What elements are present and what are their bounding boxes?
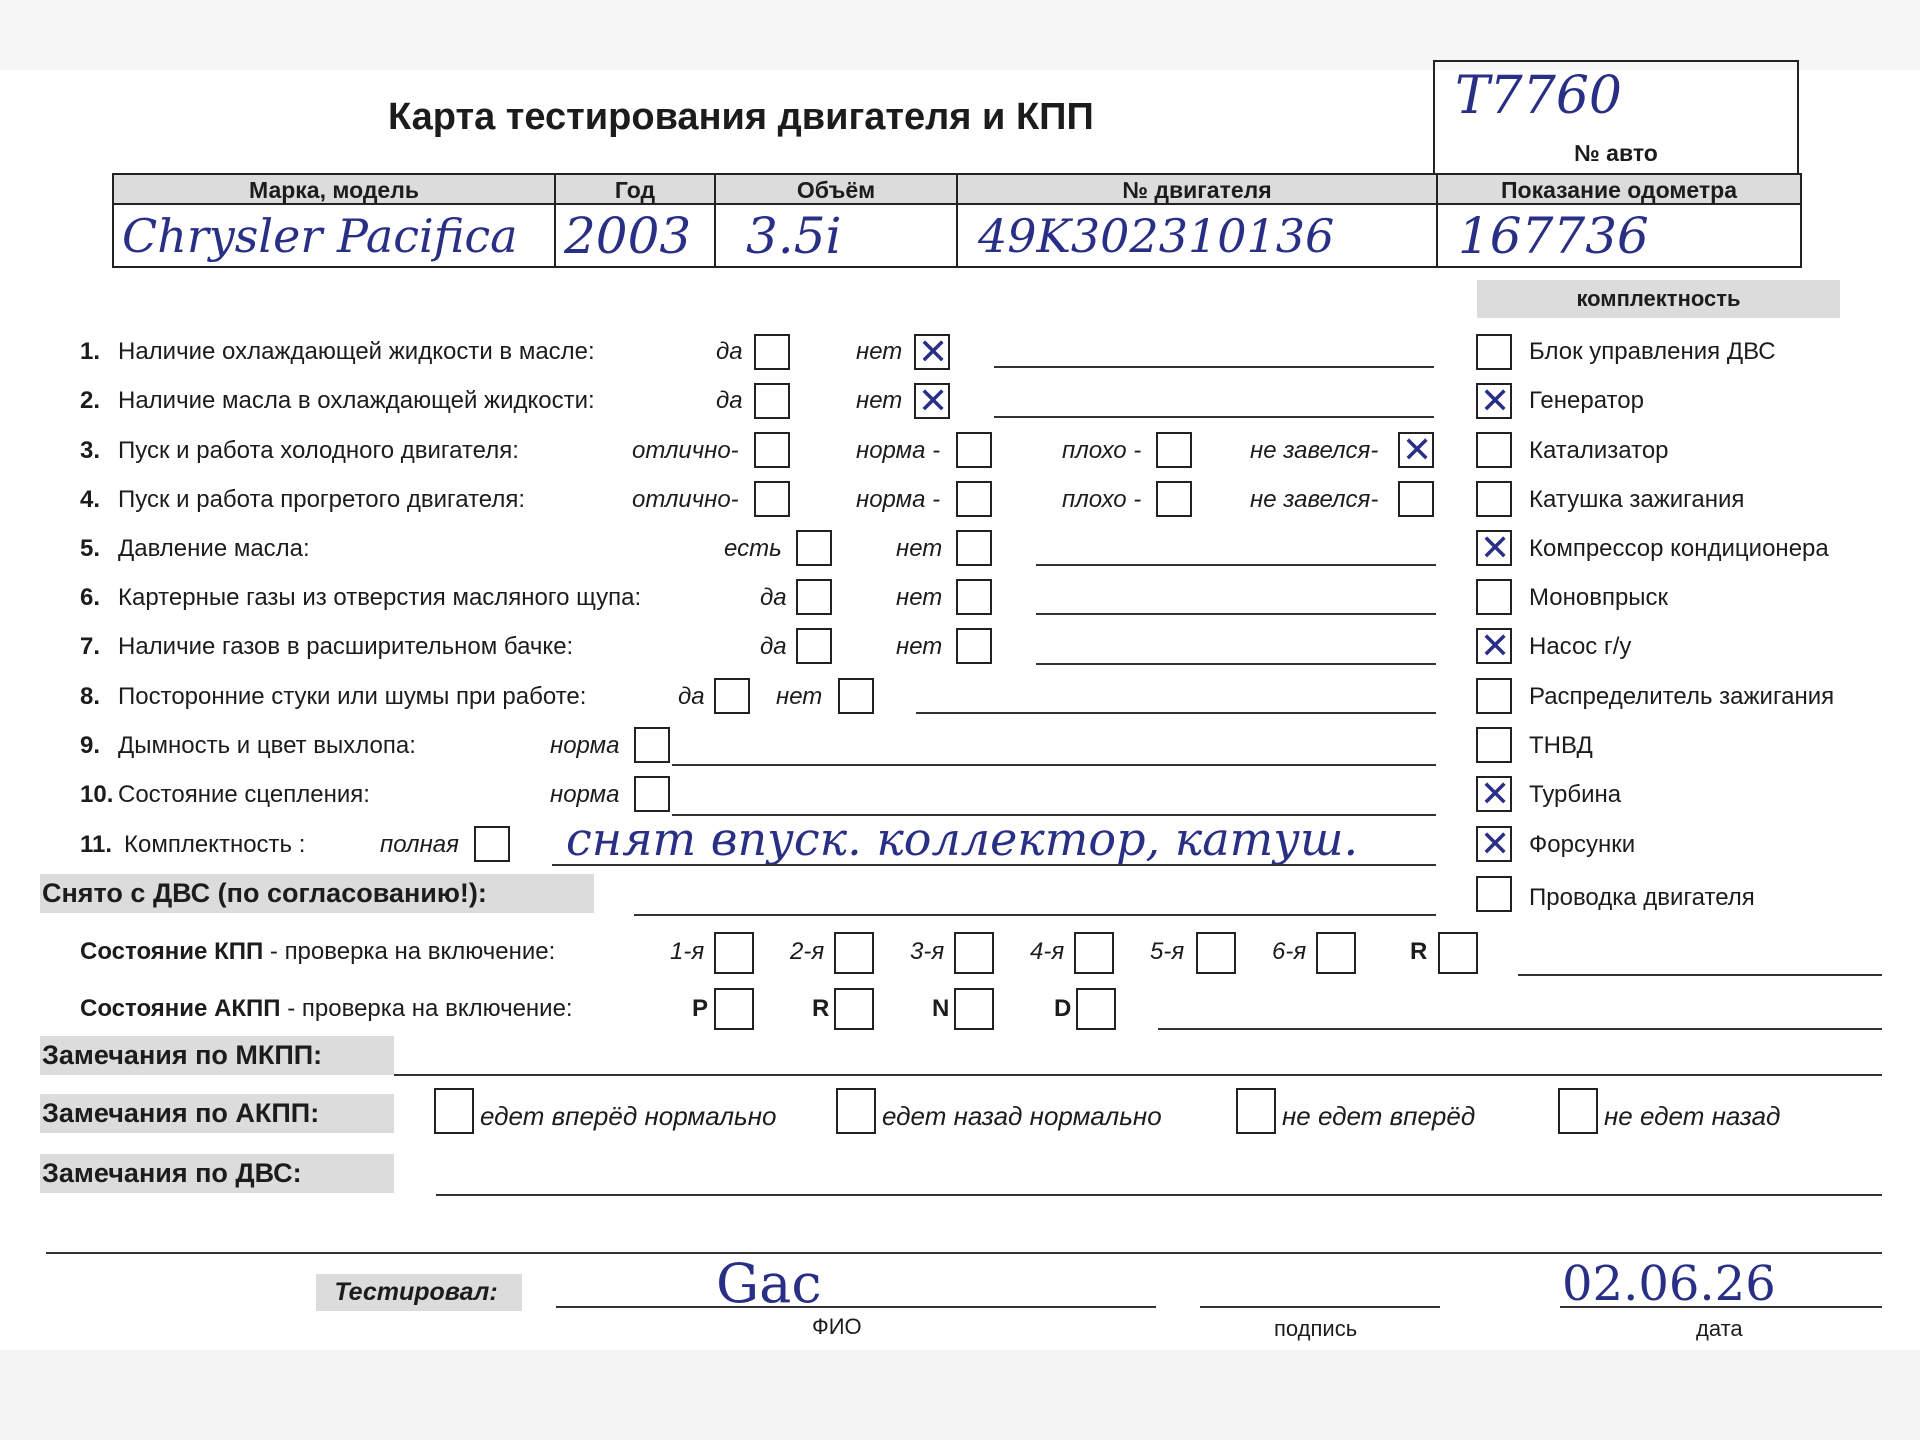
option-checkbox[interactable] — [714, 678, 750, 714]
year-value: 2003 — [564, 207, 692, 265]
option-checkbox[interactable] — [754, 481, 790, 517]
answer-line — [1036, 613, 1436, 615]
make-model-label: Марка, модель — [114, 175, 554, 205]
question-number: 11. — [80, 831, 113, 858]
remark-option-label: не едет назад — [1604, 1101, 1781, 1131]
option-label: да — [760, 584, 787, 611]
gear-label: 1-я — [670, 938, 705, 965]
volume-value: 3.5i — [746, 207, 842, 265]
completeness-item-label: Турбина — [1529, 781, 1622, 808]
date-caption: дата — [1696, 1316, 1743, 1341]
answer-line — [916, 712, 1436, 714]
option-checkbox[interactable] — [634, 776, 670, 812]
remarks-akpp-label: Замечания по АКПП: — [40, 1094, 394, 1133]
question-text: Посторонние стуки или шумы при работе: — [118, 683, 587, 710]
odometer-label: Показание одометра — [1438, 175, 1800, 205]
option-checkbox[interactable] — [796, 579, 832, 615]
question-text: Пуск и работа холодного двигателя: — [118, 437, 519, 464]
question-text: Пуск и работа прогретого двигателя: — [118, 486, 526, 513]
completeness-checkbox[interactable] — [1476, 481, 1512, 517]
option-label: да — [716, 387, 743, 414]
answer-line — [672, 764, 1436, 766]
option-checkbox[interactable] — [796, 530, 832, 566]
completeness-checkbox[interactable] — [1476, 678, 1512, 714]
option-label: нет — [896, 633, 943, 660]
completeness-item-label: Компрессор кондиционера — [1529, 535, 1829, 562]
option-checkbox-checked[interactable] — [1398, 432, 1434, 468]
option-label: не завелся- — [1250, 486, 1379, 513]
akpp-label-bold: Состояние АКПП — [80, 995, 281, 1022]
question-number: 5. — [80, 535, 101, 562]
question-number: 1. — [80, 338, 101, 365]
gear-checkbox[interactable] — [714, 932, 754, 974]
question-number: 8. — [80, 683, 101, 710]
date-handwritten: 02.06.26 — [1562, 1256, 1776, 1312]
answer-line — [1036, 564, 1436, 566]
year-label: Год — [556, 175, 714, 205]
remark-checkbox[interactable] — [434, 1088, 474, 1134]
signature-caption: подпись — [1274, 1316, 1358, 1341]
kpp-label — [80, 938, 555, 966]
make-model-value: Chrysler Pacifica — [122, 209, 518, 263]
option-checkbox-checked[interactable] — [914, 383, 950, 419]
remark-option-label: не едет вперёд — [1282, 1101, 1476, 1131]
removed-line — [634, 914, 1436, 916]
odometer-value: 167736 — [1458, 207, 1649, 265]
make-model-cell — [114, 175, 556, 266]
remark-option-label: едет назад нормально — [882, 1101, 1162, 1131]
gear-label: 3-я — [910, 938, 945, 965]
question-text: Давление масла: — [118, 535, 310, 562]
completeness-item-label: Блок управления ДВС — [1529, 338, 1776, 365]
auto-number-value: T7760 — [1455, 66, 1623, 126]
option-checkbox[interactable] — [754, 334, 790, 370]
akpp-label-rest: - проверка на включение: — [280, 995, 573, 1022]
option-label: плохо - — [1062, 486, 1142, 513]
gear-label: 6-я — [1272, 938, 1307, 965]
option-checkbox[interactable] — [956, 530, 992, 566]
option-label: норма — [550, 781, 620, 808]
option-label: отлично- — [632, 486, 739, 513]
remarks-mkpp-line — [394, 1074, 1882, 1076]
option-label: плохо - — [1062, 437, 1142, 464]
engine-number-cell — [958, 175, 1438, 266]
option-label: нет — [896, 535, 943, 562]
option-label: нет — [856, 387, 903, 414]
question-text: Дымность и цвет выхлопа: — [118, 732, 416, 759]
answer-line — [552, 864, 1436, 866]
remark-checkbox[interactable] — [836, 1088, 876, 1134]
odometer-cell — [1438, 175, 1800, 266]
scan-shade-bottom — [0, 1350, 1920, 1440]
gear-checkbox[interactable] — [954, 932, 994, 974]
answer-line — [1036, 663, 1436, 665]
completeness-checkbox[interactable] — [1476, 334, 1512, 370]
question-number: 7. — [80, 633, 101, 660]
option-checkbox[interactable] — [838, 678, 874, 714]
mode-label: P — [692, 995, 709, 1022]
completeness-item-label: Насос г/у — [1529, 633, 1632, 660]
option-checkbox[interactable] — [956, 432, 992, 468]
option-label: норма — [550, 732, 620, 759]
option-label: да — [760, 633, 787, 660]
option-label: отлично- — [632, 437, 739, 464]
option-checkbox[interactable] — [754, 432, 790, 468]
option-checkbox[interactable] — [474, 826, 510, 862]
mode-checkbox[interactable] — [714, 988, 754, 1030]
remarks-dvs-line-2 — [46, 1252, 1882, 1254]
kpp-label-rest: - проверка на включение: — [263, 938, 556, 965]
completeness-checkbox[interactable] — [1476, 876, 1512, 912]
question-text: Наличие газов в расширительном бачке: — [118, 633, 574, 660]
gear-checkbox[interactable] — [1316, 932, 1356, 974]
completeness-item-label: ТНВД — [1529, 732, 1593, 759]
option-checkbox[interactable] — [796, 628, 832, 664]
volume-label: Объём — [716, 175, 956, 205]
fio-line — [556, 1306, 1156, 1308]
completeness-checkbox-checked[interactable] — [1476, 530, 1512, 566]
option-label: норма - — [856, 486, 941, 513]
gear-checkbox[interactable] — [834, 932, 874, 974]
date-line — [1560, 1306, 1882, 1308]
question-number: 4. — [80, 486, 101, 513]
question-number: 9. — [80, 732, 101, 759]
remark-checkbox[interactable] — [1558, 1088, 1598, 1134]
question-text: Наличие охлаждающей жидкости в масле: — [118, 338, 595, 365]
mode-checkbox[interactable] — [1076, 988, 1116, 1030]
remarks-dvs-line — [436, 1194, 1882, 1196]
completeness-checkbox[interactable] — [1476, 432, 1512, 468]
fio-caption: ФИО — [812, 1314, 862, 1339]
question-number: 3. — [80, 437, 101, 464]
question-number: 6. — [80, 584, 101, 611]
option-checkbox[interactable] — [956, 481, 992, 517]
completeness-checkbox-checked[interactable] — [1476, 776, 1512, 812]
option-label: норма - — [856, 437, 941, 464]
completeness-item-label: Моновпрыск — [1529, 584, 1669, 611]
answer-line — [994, 416, 1434, 418]
completeness-checkbox-checked[interactable] — [1476, 826, 1512, 862]
option-checkbox[interactable] — [1156, 432, 1192, 468]
akpp-line — [1158, 1028, 1882, 1030]
completeness-item-label: Распределитель зажигания — [1529, 683, 1835, 710]
engine-number-value: 49K302310136 — [978, 209, 1335, 263]
option-checkbox[interactable] — [956, 628, 992, 664]
vehicle-header-table — [112, 173, 1802, 268]
mode-checkbox[interactable] — [954, 988, 994, 1030]
question-text: Картерные газы из отверстия масляного щупа: — [118, 584, 642, 611]
completeness-item-label: Форсунки — [1529, 831, 1636, 858]
kpp-line — [1518, 974, 1882, 976]
completeness-checkbox[interactable] — [1476, 579, 1512, 615]
option-label: полная — [380, 831, 459, 858]
akpp-label — [80, 995, 573, 1023]
option-checkbox[interactable] — [1156, 481, 1192, 517]
completeness-checkbox-checked[interactable] — [1476, 383, 1512, 419]
completeness-header: комплектность — [1477, 280, 1840, 318]
option-checkbox[interactable] — [956, 579, 992, 615]
gear-label: 5-я — [1150, 938, 1185, 965]
gear-label: R — [1410, 938, 1428, 965]
question-text: Комплектность : — [124, 831, 306, 858]
kpp-label-bold: Состояние КПП — [80, 938, 264, 965]
question-text: Наличие масла в охлаждающей жидкости: — [118, 387, 595, 414]
mode-label: D — [1054, 995, 1072, 1022]
engine-number-label: № двигателя — [958, 175, 1436, 205]
answer-line — [994, 366, 1434, 368]
mode-checkbox[interactable] — [834, 988, 874, 1030]
option-checkbox[interactable] — [634, 727, 670, 763]
completeness-item-label: Катушка зажигания — [1529, 486, 1745, 513]
remark-option-label: едет вперёд нормально — [480, 1101, 777, 1131]
mode-label: R — [812, 995, 830, 1022]
option-label: да — [716, 338, 743, 365]
option-label: нет — [776, 683, 823, 710]
gear-checkbox[interactable] — [1438, 932, 1478, 974]
volume-cell — [716, 175, 958, 266]
option-checkbox-checked[interactable] — [914, 334, 950, 370]
auto-number-box — [1433, 60, 1799, 173]
option-checkbox[interactable] — [1398, 481, 1434, 517]
form-title: Карта тестирования двигателя и КПП — [388, 96, 1094, 138]
option-label: нет — [896, 584, 943, 611]
completeness-item-label: Проводка двигателя — [1529, 884, 1755, 911]
option-label: не завелся- — [1250, 437, 1379, 464]
completeness-checkbox[interactable] — [1476, 727, 1512, 763]
option-checkbox[interactable] — [754, 383, 790, 419]
signature-line — [1200, 1306, 1440, 1308]
gear-checkbox[interactable] — [1074, 932, 1114, 974]
removed-from-engine-label: Снято с ДВС (по согласованию!): — [40, 874, 594, 913]
remarks-dvs-label: Замечания по ДВС: — [40, 1154, 394, 1193]
completeness-handwritten-note: снят впуск. коллектор, катуш. — [566, 812, 1359, 866]
remarks-mkpp-label: Замечания по МКПП: — [40, 1036, 394, 1075]
question-number: 10. — [80, 781, 114, 808]
completeness-checkbox-checked[interactable] — [1476, 628, 1512, 664]
year-cell — [556, 175, 716, 266]
option-label: да — [678, 683, 705, 710]
tested-by-label: Тестировал: — [316, 1274, 522, 1311]
gear-label: 2-я — [790, 938, 825, 965]
option-label: нет — [856, 338, 903, 365]
question-number: 2. — [80, 387, 101, 414]
mode-label: N — [932, 995, 950, 1022]
remark-checkbox[interactable] — [1236, 1088, 1276, 1134]
fio-handwritten: Gac — [716, 1252, 822, 1315]
completeness-item-label: Катализатор — [1529, 437, 1669, 464]
option-label: есть — [724, 535, 782, 562]
gear-label: 4-я — [1030, 938, 1065, 965]
question-text: Состояние сцепления: — [118, 781, 370, 808]
gear-checkbox[interactable] — [1196, 932, 1236, 974]
completeness-item-label: Генератор — [1529, 387, 1644, 414]
auto-number-label: № авто — [1574, 140, 1658, 166]
